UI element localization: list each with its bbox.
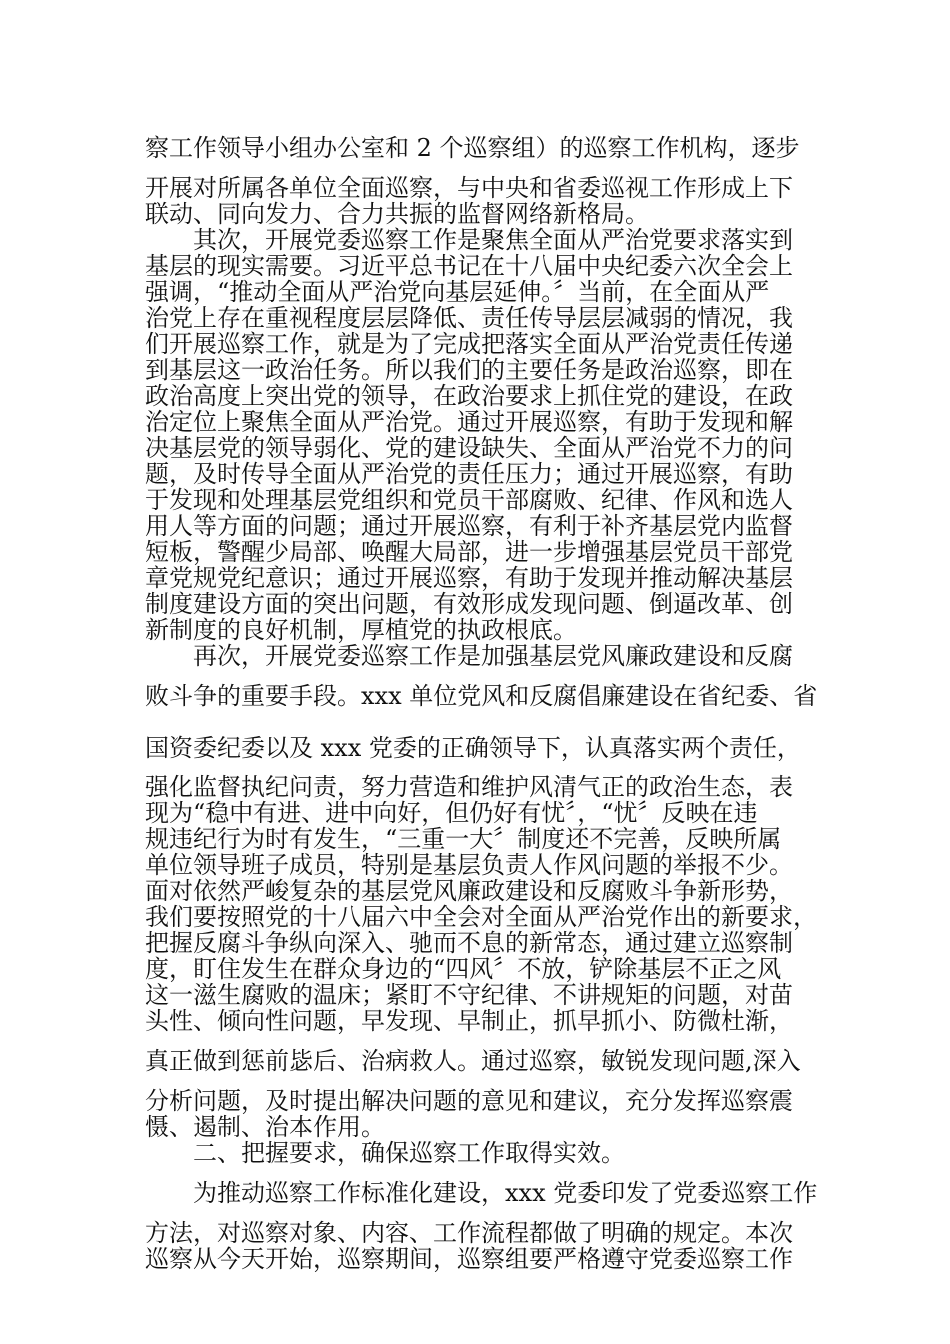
text-line: 用人等方面的问题；通过开展巡察，有利于补齐基层党内监督 bbox=[145, 512, 793, 540]
text-line: 为推动巡察工作标准化建设，xxx 党委印发了党委巡察工作 bbox=[193, 1179, 818, 1207]
text-line: 单位领导班子成员，特别是基层负责人作风问题的举报不少。 bbox=[145, 851, 793, 879]
section-heading: 二、把握要求，确保巡察工作取得实效。 bbox=[193, 1139, 625, 1167]
text-line: 慑、遏制、治本作用。 bbox=[145, 1113, 385, 1141]
text-line: 规违纪行为时有发生，“三重一大〞制度还不完善，反映所属 bbox=[145, 825, 782, 853]
text-line: 于发现和处理基层党组织和党员干部腐败、纪律、作风和选人 bbox=[145, 486, 793, 514]
text-line: 其次，开展党委巡察工作是聚焦全面从严治党要求落实到 bbox=[193, 226, 793, 254]
text-line: 强调，“推动全面从严治党向基层延伸。〞当前，在全面从严 bbox=[145, 278, 770, 306]
text-line: 再次，开展党委巡察工作是加强基层党风廉政建设和反腐 bbox=[193, 642, 793, 670]
text-line: 巡察从今天开始，巡察期间，巡察组要严格遵守党委巡察工作 bbox=[145, 1245, 793, 1273]
text-line: 决基层党的领导弱化、党的建设缺失、全面从严治党不力的问 bbox=[145, 434, 793, 462]
text-line: 开展对所属各单位全面巡察，与中央和省委巡视工作形成上下 bbox=[145, 174, 793, 202]
text-line: 真正做到惩前毖后、治病救人。通过巡察，敏锐发现问题,深入 bbox=[145, 1047, 801, 1075]
text-line: 察工作领导小组办公室和 2 个巡察组）的巡察工作机构，逐步 bbox=[145, 134, 800, 162]
text-line: 国资委纪委以及 xxx 党委的正确领导下，认真落实两个责任， bbox=[145, 734, 801, 762]
text-line: 头性、倾向性问题，早发现、早制止，抓早抓小、防微杜渐， bbox=[145, 1007, 793, 1035]
text-line: 章党规党纪意识；通过开展巡察，有助于发现并推动解决基层 bbox=[145, 564, 793, 592]
text-line: 们开展巡察工作，就是为了完成把落实全面从严治党责任传递 bbox=[145, 330, 793, 358]
text-line: 我们要按照党的十八届六中全会对全面从严治党作出的新要求， bbox=[145, 903, 817, 931]
text-line: 短板，警醒少局部、唤醒大局部，进一步增强基层党员干部党 bbox=[145, 538, 793, 566]
text-line: 治定位上聚焦全面从严治党。通过开展巡察，有助于发现和解 bbox=[145, 408, 793, 436]
text-line: 方法，对巡察对象、内容、工作流程都做了明确的规定。本次 bbox=[145, 1219, 793, 1247]
text-line: 制度建设方面的突出问题，有效形成发现问题、倒逼改革、创 bbox=[145, 590, 793, 618]
text-line: 新制度的良好机制，厚植党的执政根底。 bbox=[145, 616, 577, 644]
text-line: 治党上存在重视程度层层降低、责任传导层层减弱的情况，我 bbox=[145, 304, 793, 332]
text-line: 败斗争的重要手段。xxx 单位党风和反腐倡廉建设在省纪委、省 bbox=[145, 682, 818, 710]
text-line: 现为“稳中有进、进中向好，但仍好有忧〞，“忧〞反映在违 bbox=[145, 799, 758, 827]
text-line: 强化监督执纪问责，努力营造和维护风清气正的政治生态，表 bbox=[145, 773, 793, 801]
text-line: 度，盯住发生在群众身边的“四风〞不放，铲除基层不正之风 bbox=[145, 955, 782, 983]
text-line: 面对依然严峻复杂的基层党风廉政建设和反腐败斗争新形势， bbox=[145, 877, 793, 905]
text-line: 政治高度上突出党的领导，在政治要求上抓住党的建设，在政 bbox=[145, 382, 793, 410]
text-line: 题，及时传导全面从严治党的责任压力；通过开展巡察，有助 bbox=[145, 460, 793, 488]
text-line: 基层的现实需要。习近平总书记在十八届中央纪委六次全会上 bbox=[145, 252, 793, 280]
text-line: 联动、同向发力、合力共振的监督网络新格局。 bbox=[145, 200, 649, 228]
text-line: 把握反腐斗争纵向深入、驰而不息的新常态，通过建立巡察制 bbox=[145, 929, 793, 957]
text-line: 这一滋生腐败的温床；紧盯不守纪律、不讲规矩的问题，对苗 bbox=[145, 981, 793, 1009]
text-line: 到基层这一政治任务。所以我们的主要任务是政治巡察，即在 bbox=[145, 356, 793, 384]
text-line: 分析问题，及时提出解决问题的意见和建议，充分发挥巡察震 bbox=[145, 1087, 793, 1115]
